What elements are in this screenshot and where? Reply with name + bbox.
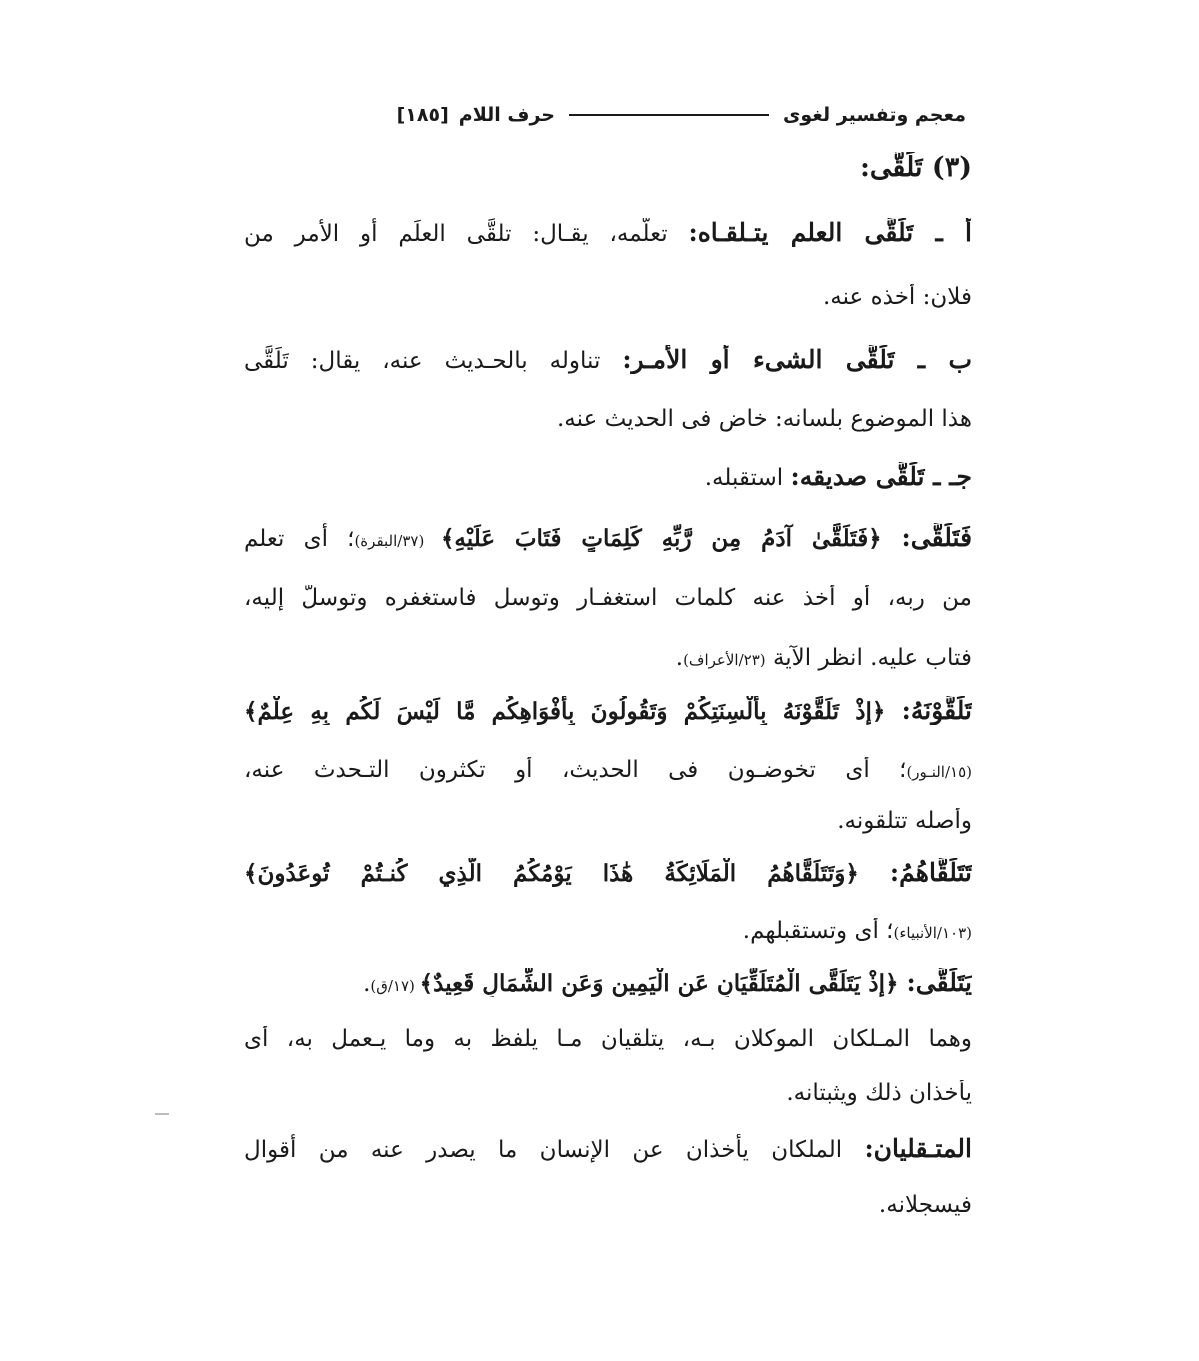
- entry-4-end: .: [363, 971, 371, 997]
- entry-4-line-2: [244, 1026, 972, 1052]
- section-b-text-2: هذا الموضوع بلسانه: خاض فى الحديث عنه.: [557, 406, 972, 432]
- section-a-text: تعلّمه، يقـال: تلقَّى العلَم أو الأمر من: [244, 221, 689, 247]
- section-b-head: ب ـ تَلَقَّى الشىء أو الأمـر:: [622, 345, 972, 374]
- entry-5-text-2: فيسجلانه.: [878, 1192, 972, 1218]
- entry-1-line-2: [244, 585, 972, 611]
- entry-heading-text: (٣) تَلَقَّى:: [859, 152, 972, 183]
- entry-1-text-2: من ربه، أو أخذ عنه كلمات استغفـار وتوسل فاستغفره وتوسلّ إليه،: [244, 585, 972, 611]
- entry-5-line-2: [244, 1192, 972, 1218]
- entry-3-verse: ﴿وَتَتَلَقَّاهُمُ الْمَلَائِكَةُ هَٰذَا يَوْمُكُمُ الَّذِي كُنـتُمْ تُوعَدُونَ﴾: [244, 860, 890, 887]
- entry-4-head: يَتَلَقَّى:: [906, 968, 972, 997]
- entry-2-text-3: وأصله تتلقونه.: [837, 808, 972, 834]
- section-b-line-1: [244, 345, 972, 374]
- entry-1-ref: (٣٧/البقرة): [354, 532, 441, 550]
- entry-4-text-2: وهما المـلكان الموكلان بـه، يتلقيان مـا يلفظ به وما يـعمل به، أى: [244, 1026, 972, 1052]
- entry-2-line-2: [244, 757, 972, 783]
- entry-1-text-3: فتاب عليه. انظر الآية: [765, 645, 972, 671]
- section-c-text: استقبله.: [704, 465, 791, 491]
- entry-1-ref-2: (٢٣/الأعراف): [683, 651, 766, 669]
- section-b-line-2: [244, 406, 972, 432]
- section-a-line-1: [244, 218, 972, 247]
- entry-4-ref: (١٧/ق): [370, 977, 420, 995]
- section-c-line-1: [244, 462, 972, 491]
- chapter-title: حرف اللام: [458, 104, 555, 126]
- entry-3-line-2: [244, 918, 972, 944]
- entry-1-verse: ﴿فَتَلَقَّىٰ آدَمُ مِن رَّبِّهِ كَلِمَاتٍ فَتَابَ عَلَيْهِ﴾: [440, 525, 902, 552]
- entry-5-text: الملكان يأخذان عن الإنسان ما يصدر عنه من أقوال: [244, 1137, 865, 1163]
- entry-5-head: المتـقليان:: [864, 1134, 972, 1163]
- page-number: [١٨٥]: [396, 104, 449, 126]
- entry-2-line-1: [244, 696, 972, 725]
- entry-3-head: تَتَلَقَّاهُمُ:: [889, 858, 972, 887]
- entry-4-text-3: يأخذان ذلك ويثبتانه.: [786, 1080, 972, 1106]
- entry-2-text: ؛ أى تخوضـون فى الحديث، أو تكثرون التـحدث عنه،: [244, 757, 907, 783]
- entry-5-line-1: [244, 1134, 972, 1163]
- entry-1-head: فَتَلَقَّى:: [901, 523, 972, 552]
- section-a-head: أ ـ تَلَقَّى العلم يتـلقـاه:: [688, 218, 972, 247]
- entry-3-ref: (١٠٣/الأنبياء): [893, 924, 972, 942]
- book-title: معجم وتفسير لغوى: [782, 104, 966, 126]
- header-rule: [569, 114, 769, 116]
- entry-2-head: تَلَقَّوْنَهُ:: [901, 696, 972, 725]
- entry-2-line-3: [244, 808, 972, 834]
- entry-1-line-1: [244, 523, 972, 552]
- entry-heading: [244, 152, 972, 183]
- entry-2-verse: ﴿إِذْ تَلَقَّوْنَهُ بِأَلْسِنَتِكُمْ وَتَقُولُونَ بِأَفْوَاهِكُم مَّا لَيْسَ لَكُم بِهِ عِلْمٌ﴾: [244, 698, 902, 725]
- section-c-head: جـ ـ تَلَقَّى صديقه:: [790, 462, 972, 491]
- entry-3-text: ؛ أى وتستقبلهم.: [742, 918, 894, 944]
- section-b-text: تناوله بالحـديث عنه، يقال: تَلَقَّى: [244, 348, 623, 374]
- entry-4-line-3: [244, 1080, 972, 1106]
- entry-1-text: ؛ أى تعلم: [244, 526, 355, 552]
- entry-2-ref: (١٥/النـور): [906, 763, 972, 781]
- entry-1-line-3: [244, 645, 972, 671]
- entry-4-line-1: [244, 968, 972, 997]
- running-header: [244, 98, 966, 132]
- entry-3-line-1: [244, 858, 972, 887]
- scan-mark: [155, 1113, 169, 1115]
- entry-4-verse: ﴿إِذْ يَتَلَقَّى الْمُتَلَقِّيَانِ عَنِ الْيَمِينِ وَعَنِ الشِّمَالِ قَعِيدٌ﴾: [419, 970, 907, 997]
- section-a-text-2: فلان: أخذه عنه.: [822, 284, 972, 310]
- entry-1-end: .: [675, 645, 684, 671]
- section-a-line-2: [244, 284, 972, 310]
